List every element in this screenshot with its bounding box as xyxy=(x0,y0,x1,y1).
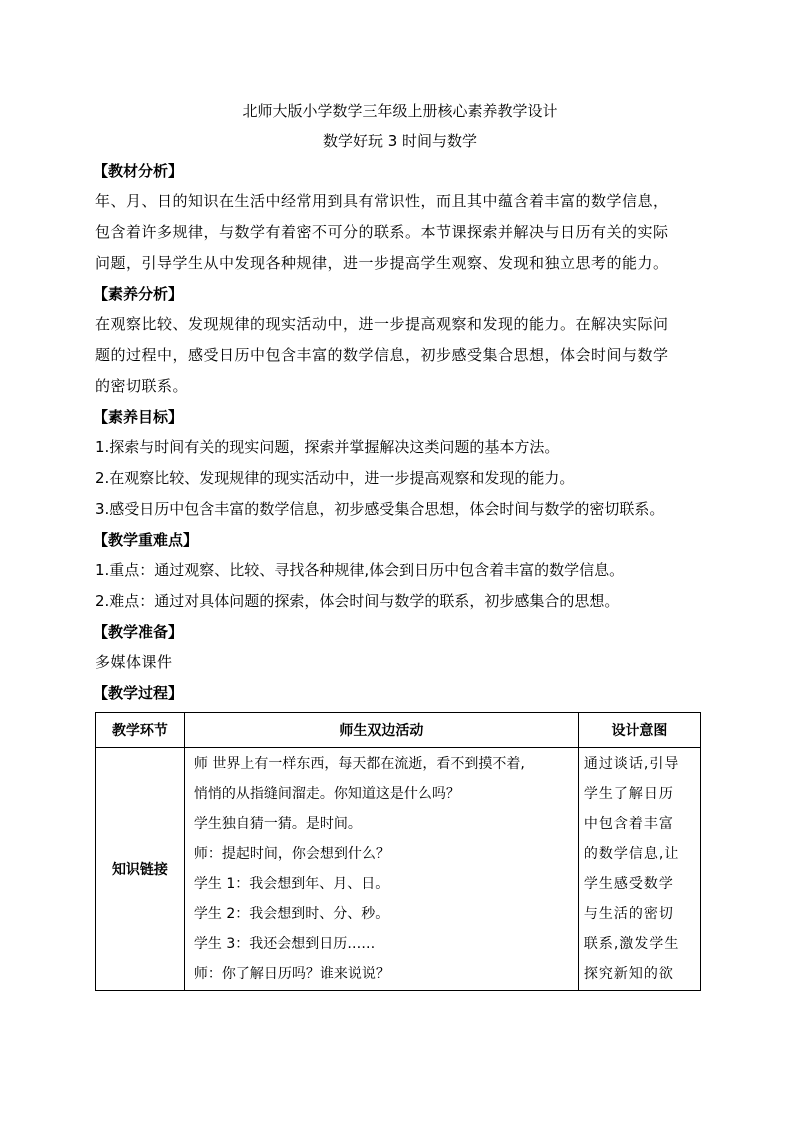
literacy-analysis-line: 的密切联系。 xyxy=(95,377,189,395)
textbook-analysis-heading: 【教材分析】 xyxy=(93,162,184,180)
intent-line: 学生感受数学 xyxy=(583,876,674,892)
teaching-process-table xyxy=(95,712,701,991)
activity-line: 学生 1：我会想到年、月、日。 xyxy=(193,876,390,892)
literacy-goals-heading: 【素养目标】 xyxy=(93,408,184,426)
intent-line: 学生了解日历 xyxy=(583,786,674,802)
stage-cell: 知识链接 xyxy=(96,748,185,991)
table-header-stage: 教学环节 xyxy=(96,713,185,748)
table-header-activity: 师生双边活动 xyxy=(184,713,578,748)
activity-cell xyxy=(184,748,578,991)
activity-line: 师 世界上有一样东西，每天都在流逝，看不到摸不着, xyxy=(193,756,525,772)
literacy-goal-item: 1.探索与时间有关的现实问题，探索并掌握解决这类问题的基本方法。 xyxy=(95,438,560,456)
literacy-analysis-line: 在观察比较、发现规律的现实活动中，进一步提高观察和发现的能力。在解决实际问 xyxy=(95,315,669,333)
activity-line: 师：提起时间，你会想到什么？ xyxy=(193,846,390,862)
intent-line: 的数学信息,让 xyxy=(583,846,680,862)
intent-line: 中包含着丰富 xyxy=(583,816,674,832)
intent-line: 通过谈话,引导 xyxy=(583,756,680,772)
document-page xyxy=(95,96,705,991)
intent-line: 探究新知的欲 xyxy=(583,966,674,982)
table-header-row xyxy=(96,713,701,748)
process-heading: 【教学过程】 xyxy=(93,684,184,702)
intent-cell xyxy=(578,748,700,991)
preparation-heading: 【教学准备】 xyxy=(93,623,184,641)
document-subtitle: 数学好玩 3 时间与数学 xyxy=(322,132,478,150)
textbook-analysis-line: 包含着许多规律，与数学有着密不可分的联系。本节课探索并解决与日历有关的实际 xyxy=(95,223,669,241)
textbook-analysis-line: 年、月、日的知识在生活中经常用到具有常识性，而且其中蕴含着丰富的数学信息， xyxy=(95,192,669,210)
key-point-item: 1.重点：通过观察、比较、寻找各种规律,体会到日历中包含着丰富的数学信息。 xyxy=(95,561,625,579)
activity-line: 学生 2：我会想到时、分、秒。 xyxy=(193,906,390,922)
literacy-goal-item: 2.在观察比较、发现规律的现实活动中，进一步提高观察和发现的能力。 xyxy=(95,469,575,487)
literacy-goal-item: 3.感受日历中包含丰富的数学信息，初步感受集合思想，体会时间与数学的密切联系。 xyxy=(95,500,665,518)
literacy-analysis-heading: 【素养分析】 xyxy=(93,285,184,303)
intent-line: 联系,激发学生 xyxy=(583,936,680,952)
activity-line: 师：你了解日历吗？谁来说说？ xyxy=(193,966,390,982)
document-title: 北师大版小学数学三年级上册核心素养教学设计 xyxy=(242,102,558,120)
intent-line: 与生活的密切 xyxy=(583,906,674,922)
table-row xyxy=(96,748,701,991)
key-point-item: 2.难点：通过对具体问题的探索，体会时间与数学的联系，初步感集合的思想。 xyxy=(95,592,620,610)
literacy-analysis-line: 题的过程中，感受日历中包含丰富的数学信息，初步感受集合思想，体会时间与数学 xyxy=(95,346,669,364)
preparation-text: 多媒体课件 xyxy=(95,653,173,671)
table-header-intent: 设计意图 xyxy=(578,713,700,748)
activity-line: 悄悄的从指缝间溜走。你知道这是什么吗？ xyxy=(193,786,460,802)
activity-line: 学生 3：我还会想到日历…… xyxy=(193,936,376,952)
textbook-analysis-line: 问题，引导学生从中发现各种规律，进一步提高学生观察、发现和独立思考的能力。 xyxy=(95,254,669,272)
key-points-heading: 【教学重难点】 xyxy=(93,531,199,549)
activity-line: 学生独自猜一猜。是时间。 xyxy=(193,816,362,832)
